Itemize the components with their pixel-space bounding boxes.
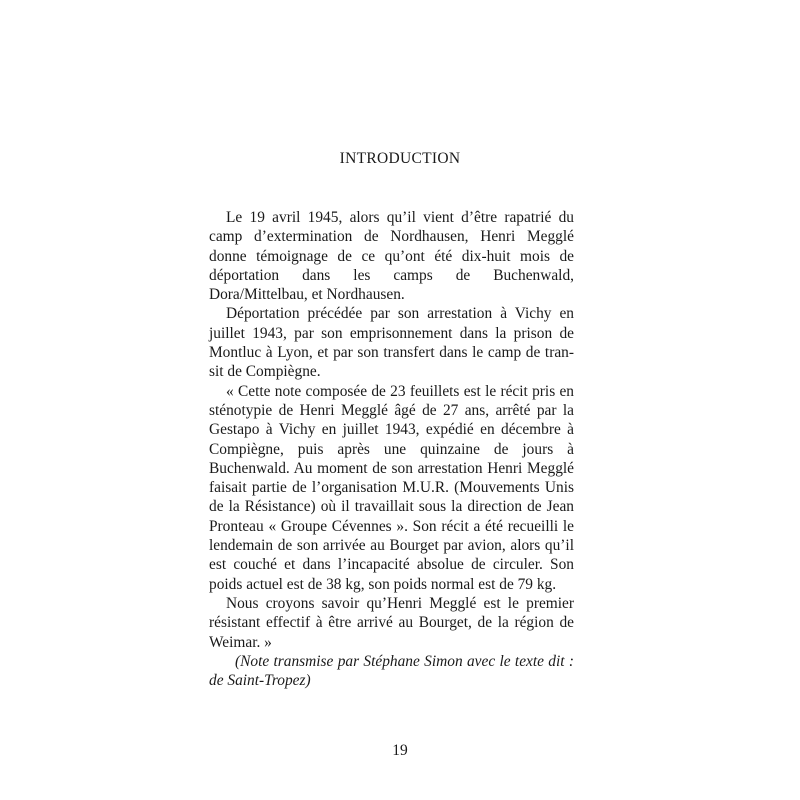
- source-note: (Note transmise par Stéphane Simon avec le texte dit : de Saint-Tropez): [209, 652, 574, 690]
- paragraph-3-quote: « Cette note composée de 23 feuillets est le récit pris en sténotypie de Henri Megglé âgé de 27 ans, arrêté par la Gestapo à Vichy en juillet 1943, expédié en décembre à Compiègne, puis après une quinzaine de jours à Buchenwald. Au moment de son arrestation Henri Megglé faisait partie de l’organisation M.U.R. (Mouvements Unis de la Résistance) où il travaillait sous la direction de Jean Pronteau « Groupe Cévennes ». Son récit a été recueilli le lendemain de son arrivée au Bourget par avion, alors qu’il est couché et dans l’incapacité absolue de circuler. Son poids actuel est de 38 kg, son poids normal est de 79 kg.: [209, 382, 574, 593]
- paragraph-4-quote-end: Nous croyons savoir qu’Henri Megglé est le premier résistant effectif à être arrivé au Bourget, de la région de Weimar. »: [209, 594, 574, 651]
- body-text: [209, 208, 574, 690]
- paragraph-1: Le 19 avril 1945, alors qu’il vient d’être rapatrié du camp d’extermination de Nordhausen, Henri Megglé donne témoignage de ce qu’ont été dix-huit mois de déportation dans les camps de Buchenwald, Dora/Mittelbau, et Nordhausen.: [209, 209, 574, 304]
- page-number: 19: [392, 742, 408, 759]
- page-title: INTRODUCTION: [339, 150, 461, 167]
- paragraph-2: Déportation précédée par son arrestation à Vichy en juillet 1943, par son emprisonnement dans la prison de Montluc à Lyon, et par son transfert dans le camp de transit de Compiègne.: [209, 305, 574, 381]
